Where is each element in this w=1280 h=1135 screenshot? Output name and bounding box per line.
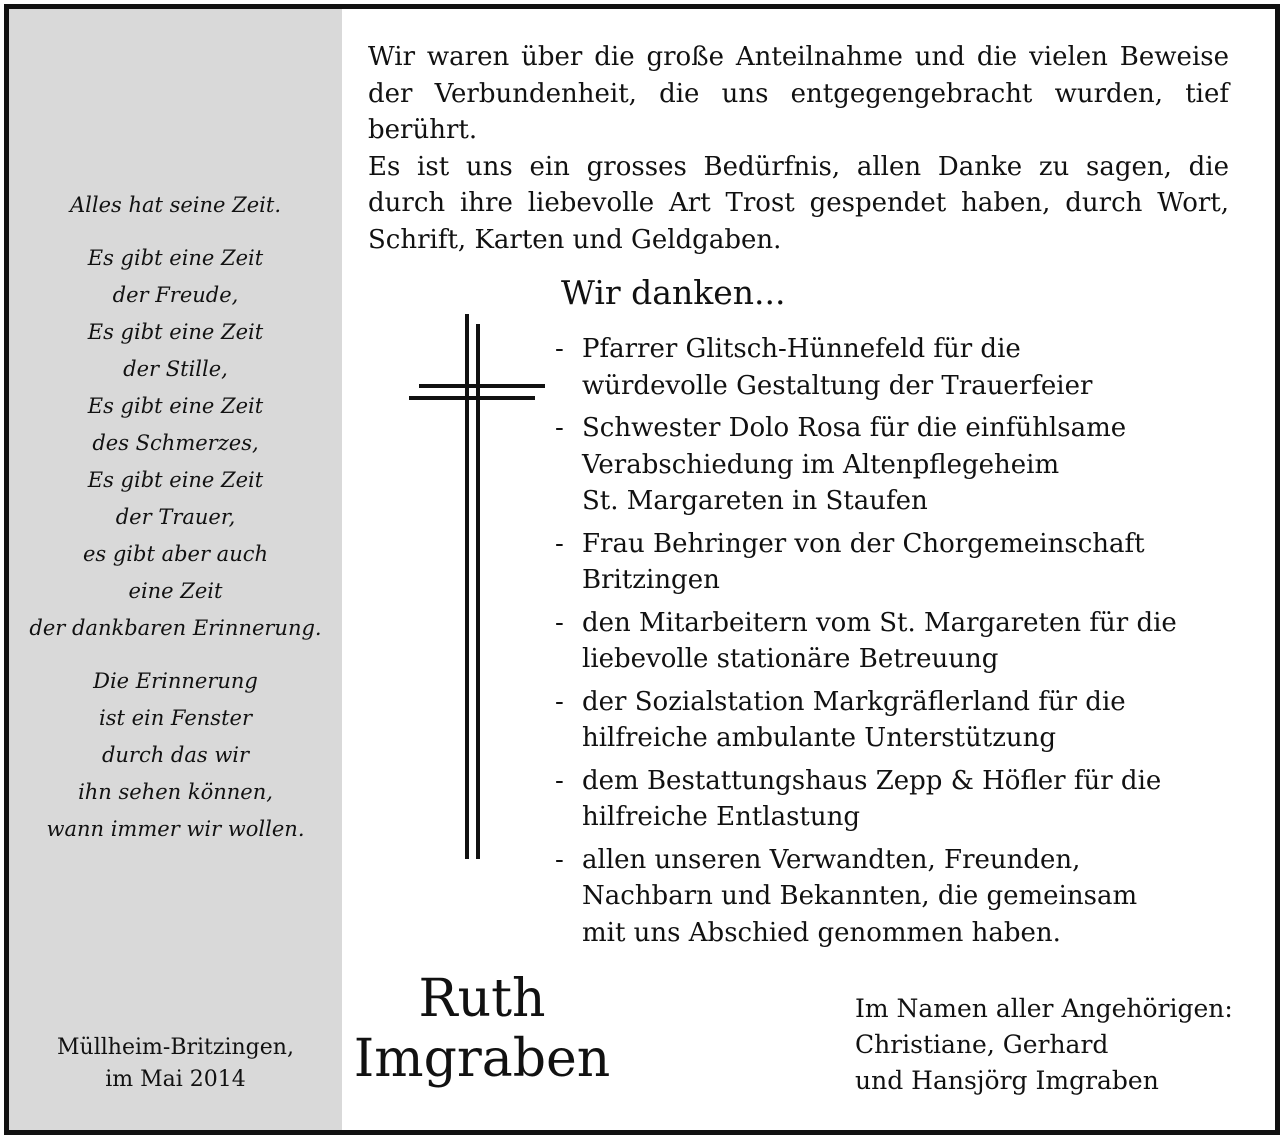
poem-line: ihn sehen können, (78, 780, 273, 804)
list-item-line: Britzingen (582, 565, 720, 595)
poem (9, 187, 342, 864)
list-item-line: Frau Behringer von der Chorgemeinschaft (582, 528, 1145, 559)
list-item-line: dem Bestattungshaus Zepp & Höfler für die (582, 765, 1162, 796)
list-item (555, 331, 1255, 404)
list-item (555, 410, 1255, 520)
poem-line: der Freude, (112, 283, 239, 307)
cross-icon (409, 314, 545, 859)
poem-line: Alles hat seine Zeit. (69, 193, 282, 217)
list-item-line: allen unseren Verwandten, Freunden, (582, 844, 1081, 875)
poem-line: Es gibt eine Zeit (87, 320, 264, 344)
poem-line: des Schmerzes, (92, 431, 259, 455)
signature-line: und Hansjörg Imgraben (855, 1066, 1159, 1095)
poem-stanza-1 (9, 187, 342, 224)
bullet-dash: - (555, 765, 564, 796)
date-line: im Mai 2014 (105, 1067, 246, 1092)
list-item (555, 605, 1255, 678)
list-item-line: Nachbarn und Bekannten, die gemeinsam (582, 881, 1138, 911)
thanks-heading: Wir danken... (561, 273, 786, 312)
list-item-line: St. Margareten in Staufen (582, 486, 928, 516)
poem-line: der Trauer, (115, 505, 236, 529)
list-item-line: hilfreiche ambulante Unterstützung (582, 723, 1057, 753)
poem-line: der dankbaren Erinnerung. (29, 616, 322, 640)
poem-line: wann immer wir wollen. (46, 817, 305, 841)
list-item-line: der Sozialstation Markgräflerland für die (582, 686, 1126, 717)
list-item-line: Schwester Dolo Rosa für die einfühlsame (582, 413, 1127, 443)
list-item-line: Pfarrer Glitsch-Hünnefeld für die (582, 334, 1021, 364)
list-item-line: den Mitarbeitern vom St. Margareten für die (582, 607, 1177, 638)
list-item-line: liebevolle stationäre Betreuung (582, 644, 999, 674)
last-name: Imgraben (353, 1029, 611, 1089)
poem-line: ist ein Fenster (98, 706, 252, 730)
intro-paragraph: Wir waren über die große Anteilnahme und die vielen Beweise der Verbundenheit, die uns entgegengebracht wurden, tief berührt. (368, 42, 1229, 145)
place-date (9, 1032, 342, 1096)
signature-line: Christiane, Gerhard (855, 1030, 1109, 1059)
list-item (555, 526, 1255, 599)
poem-line: Die Erinnerung (93, 669, 258, 693)
list-item (555, 684, 1255, 757)
intro-text (368, 39, 1229, 258)
list-item (555, 763, 1255, 836)
first-name: Ruth (418, 969, 546, 1029)
poem-stanza-2 (9, 240, 342, 647)
list-item (555, 842, 1255, 952)
poem-line: eine Zeit (128, 579, 223, 603)
poem-stanza-3 (9, 663, 342, 848)
sidebar-panel (9, 9, 342, 1130)
bullet-dash: - (555, 686, 564, 717)
poem-line: der Stille, (123, 357, 228, 381)
poem-line: es gibt aber auch (82, 542, 269, 566)
deceased-name (342, 969, 622, 1089)
poem-line: durch das wir (101, 743, 250, 767)
place-line: Müllheim-Britzingen, (57, 1035, 294, 1060)
signature-block (855, 991, 1233, 1099)
bullet-dash: - (555, 607, 564, 638)
thanks-list (555, 331, 1255, 957)
poem-line: Es gibt eine Zeit (87, 394, 264, 418)
list-item-line: hilfreiche Entlastung (582, 802, 861, 832)
bullet-dash: - (555, 844, 564, 875)
poem-line: Es gibt eine Zeit (87, 246, 264, 270)
bullet-dash: - (555, 528, 564, 559)
bullet-dash: - (555, 334, 564, 364)
list-item-line: Verabschiedung im Altenpflegeheim (582, 449, 1060, 480)
list-item-line: würdevolle Gestaltung der Trauerfeier (582, 370, 1093, 401)
intro-paragraph: Es ist uns ein grosses Bedürfnis, allen Danke zu sagen, die durch ihre liebevolle Art Trost gespendet haben, durch Wort, Schrift, Karten und Geldgaben. (368, 151, 1229, 255)
list-item-line: mit uns Abschied genommen haben. (582, 917, 1061, 948)
bullet-dash: - (555, 413, 564, 443)
signature-line: Im Namen aller Angehörigen: (855, 994, 1233, 1023)
poem-line: Es gibt eine Zeit (87, 468, 264, 492)
notice-frame (4, 4, 1280, 1135)
